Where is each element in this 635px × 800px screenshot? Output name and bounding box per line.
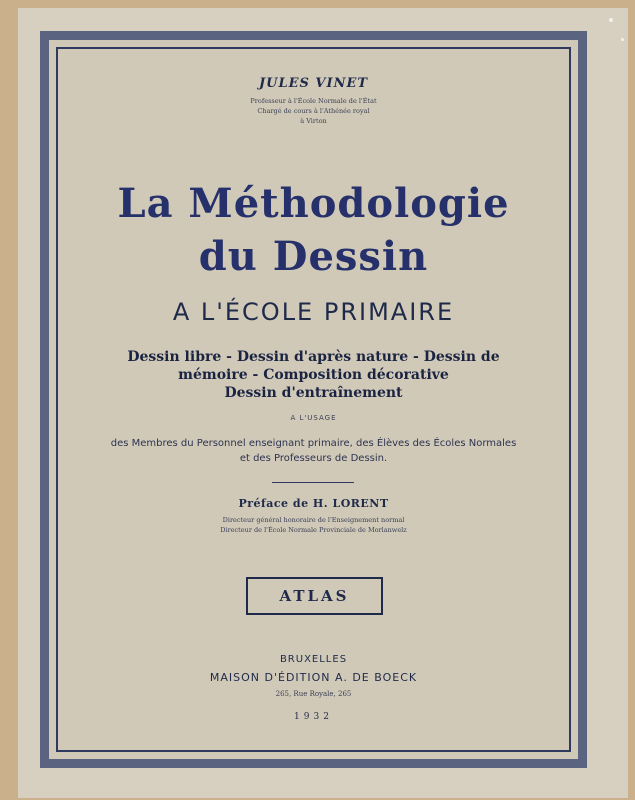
subtitle: A L'ÉCOLE PRIMAIRE — [172, 298, 455, 326]
title-line-2: du Dessin — [198, 233, 429, 280]
topics-line: Dessin libre - Dessin d'après nature - Dessin de — [127, 349, 500, 365]
title-line-1: La Méthodologie — [117, 180, 510, 227]
volume-label-box — [246, 577, 383, 615]
preface-credential-line: Directeur général honoraire de l'Enseignement normal — [222, 516, 405, 524]
imprint-city: BRUXELLES — [279, 654, 348, 665]
author-credential-line: Professeur à l'École Normale de l'État — [250, 97, 377, 105]
paper-scuff — [621, 38, 624, 41]
topics-line: mémoire - Composition décorative — [178, 367, 449, 383]
preface-label: Préface de H. LORENT — [238, 497, 389, 510]
audience-line: et des Professeurs de Dessin. — [239, 453, 388, 464]
imprint-address: 265, Rue Royale, 265 — [275, 690, 352, 698]
preface-credential-line: Directeur de l'École Normale Provinciale de Morlanwelz — [220, 526, 407, 534]
author-credential-line: à Virton — [300, 117, 327, 125]
audience-line: des Membres du Personnel enseignant primaire, des Élèves des Écoles Normales — [110, 438, 517, 449]
imprint-publisher: MAISON D'ÉDITION A. DE BOECK — [209, 671, 418, 684]
author-name: JULES VINET — [258, 76, 369, 91]
imprint-year: 1932 — [294, 712, 333, 722]
volume-label: ATLAS — [279, 587, 350, 605]
paper-scuff — [609, 18, 613, 22]
topics-line: Dessin d'entraînement — [224, 385, 403, 401]
usage-label: A L'USAGE — [290, 414, 337, 422]
author-credential-line: Chargé de cours à l'Athénée royal — [257, 107, 370, 115]
divider-rule — [272, 482, 354, 483]
